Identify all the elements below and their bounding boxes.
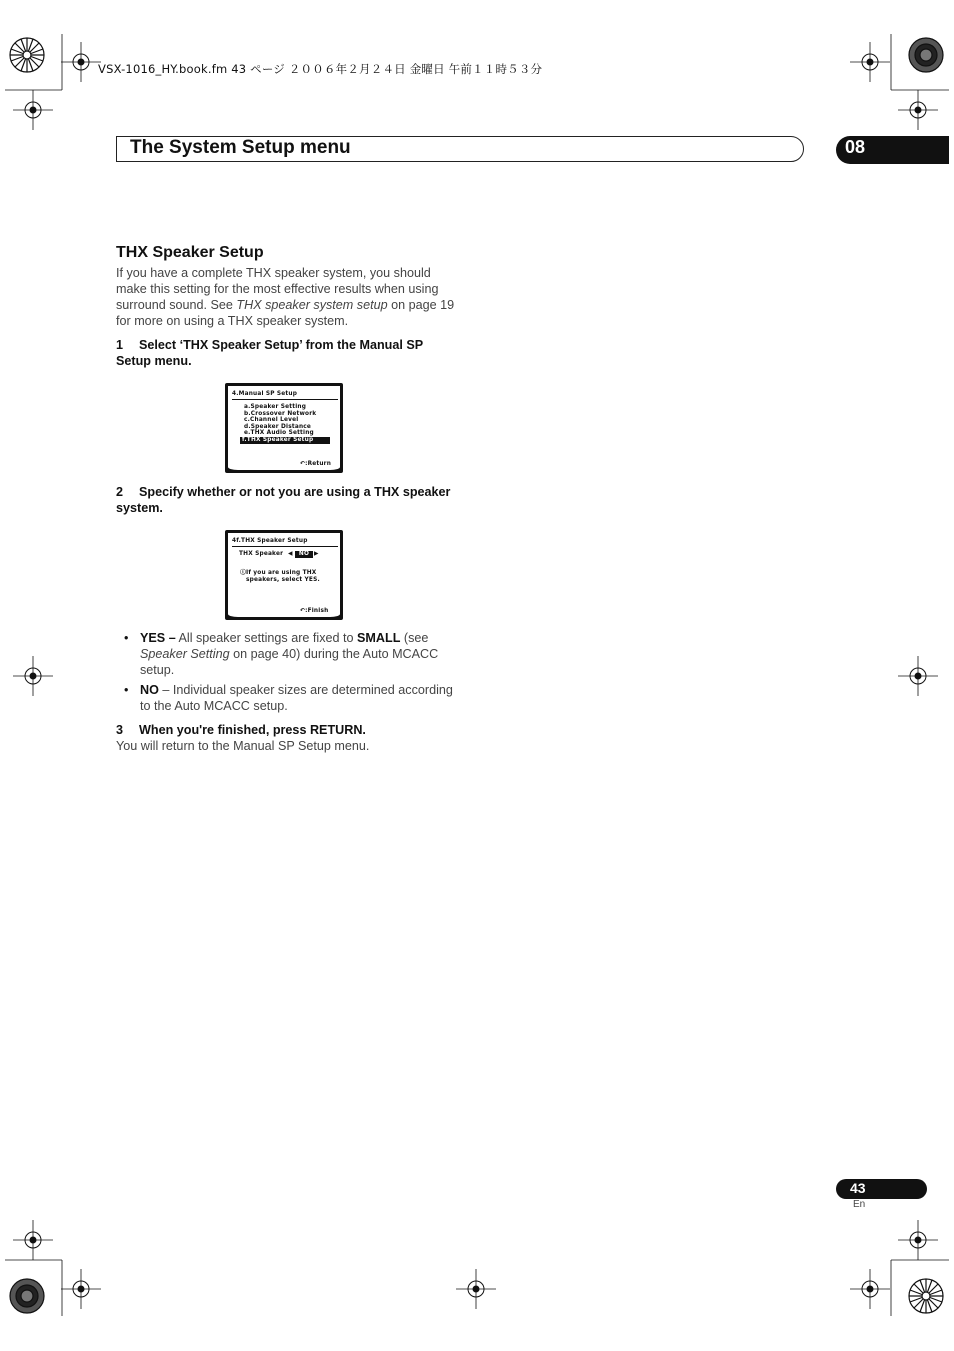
section-intro: If you have a complete THX speaker system, you should make this setting for the most effective results when using surround sound. See THX speaker system setup on page 19 for more on using a THX speaker system.: [116, 266, 455, 328]
step-3-note: You will return to the Manual SP Setup menu.: [116, 739, 370, 753]
intro-reference: THX speaker system setup: [236, 298, 388, 312]
osd-manual-sp-setup: [225, 383, 343, 473]
osd2-hint-2: speakers, select YES.: [246, 577, 320, 583]
osd-thx-speaker-setup: [225, 530, 343, 620]
osd1-item: b.Crossover Network: [244, 410, 317, 417]
osd1-item: c.Channel Level: [244, 417, 299, 424]
step-1: 1 Select ‘THX Speaker Setup’ from the Manual SP Setup menu.: [116, 338, 423, 368]
step-3: 3 When you're finished, press RETURN.: [116, 723, 366, 737]
arrow-left-icon: ◀: [288, 551, 293, 557]
osd2-setting-label: THX Speaker: [239, 551, 284, 557]
osd2-footer: ↶:Finish: [300, 608, 329, 614]
osd1-item: d.Speaker Distance: [244, 423, 312, 430]
starburst-top-left: [10, 38, 44, 72]
osd2-hint: ⓘIf you are using THX: [240, 570, 317, 576]
page-number: 43: [850, 1180, 866, 1196]
osd1-item-selected: f.THX Speaker Setup: [240, 437, 330, 444]
section-heading: THX Speaker Setup: [116, 244, 264, 261]
osd1-item: a.Speaker Setting: [244, 404, 307, 410]
speaker-setting-reference: Speaker Setting: [140, 647, 230, 661]
chapter-number: 08: [845, 137, 866, 157]
starburst-bottom-left: [10, 1279, 44, 1313]
osd2-setting-value: NO: [295, 551, 313, 558]
language-code: En: [853, 1199, 866, 1210]
return-icon: ↶: [300, 461, 306, 467]
chapter-title: The System Setup menu: [130, 137, 351, 158]
osd1-rule: [232, 399, 338, 400]
bullet-no: • NO – Individual speaker sizes are determined according to the Auto MCACC setup.: [124, 683, 453, 713]
step-2: 2 Specify whether or not you are using a THX speaker system.: [116, 485, 451, 515]
print-header: VSX-1016_HY.book.fm 43 ページ ２００６年２月２４日 金曜日 午前１１時５３分: [98, 62, 543, 76]
osd1-footer: ↶:Return: [300, 461, 332, 467]
arrow-right-icon: ▶: [314, 551, 319, 557]
info-icon: ⓘ: [240, 570, 246, 576]
osd1-item: e.THX Audio Setting: [244, 430, 314, 437]
bullet-yes: • YES – All speaker settings are fixed to SMALL (see Speaker Setting on page 40) during the Auto MCACC setup.: [124, 631, 439, 677]
starburst-top-right: [909, 38, 943, 72]
osd1-title: 4.Manual SP Setup: [232, 391, 298, 397]
return-icon: ↶: [300, 608, 306, 614]
osd2-rule: [232, 546, 338, 547]
starburst-bottom-right: [909, 1279, 943, 1313]
osd2-title: 4f.THX Speaker Setup: [232, 538, 308, 544]
